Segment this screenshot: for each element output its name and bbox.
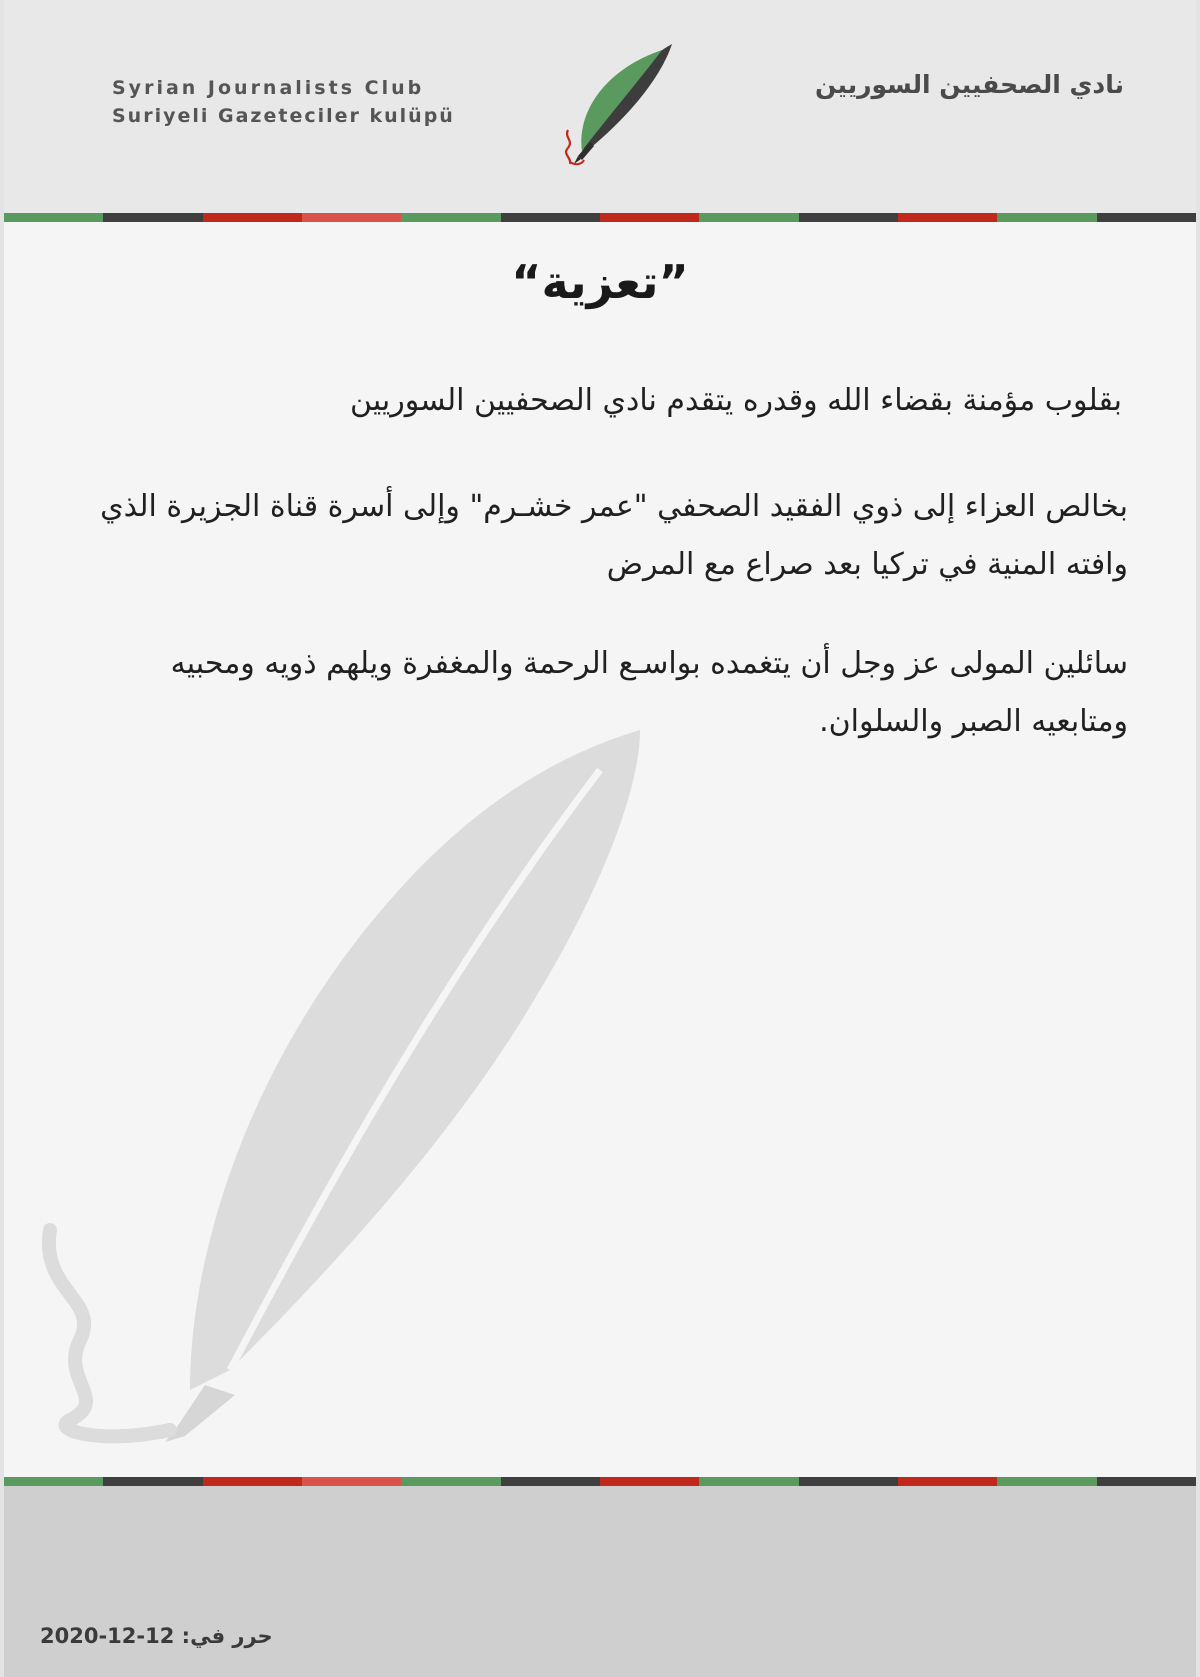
condolence-paragraph-1: بقلوب مؤمنة بقضاء الله وقدره يتقدم نادي الصحفيين السوريين (350, 383, 1122, 418)
stripe-segment (898, 213, 997, 222)
stripe-segment (699, 213, 798, 222)
stripe-segment (600, 213, 699, 222)
document-title: “تعزية” (511, 255, 689, 309)
issue-date: حرر في: 12-12-2020 (40, 1624, 273, 1648)
stripe-segment (203, 213, 302, 222)
stripe-segment (699, 1477, 798, 1486)
stripe-segment (600, 1477, 699, 1486)
stripe-segment (203, 1477, 302, 1486)
bottom-color-stripe (4, 1477, 1196, 1486)
stripe-segment (302, 1477, 401, 1486)
stripe-segment (799, 213, 898, 222)
club-name-tr: Suriyeli Gazeteciler kulüpü (112, 105, 455, 127)
stripe-segment (501, 1477, 600, 1486)
stripe-segment (302, 213, 401, 222)
frame-left-edge (0, 0, 4, 1677)
club-name-en: Syrian Journalists Club (112, 77, 425, 99)
stripe-segment (997, 213, 1096, 222)
stripe-segment (501, 213, 600, 222)
quill-pen-icon (564, 40, 684, 170)
frame-right-edge (1196, 0, 1200, 1677)
stripe-segment (103, 213, 202, 222)
stripe-segment (1097, 213, 1196, 222)
stripe-segment (103, 1477, 202, 1486)
stripe-segment (799, 1477, 898, 1486)
stripe-segment (898, 1477, 997, 1486)
stripe-segment (997, 1477, 1096, 1486)
condolence-paragraph-3: سائلين المولى عز وجل أن يتغمده بواسـع الرحمة والمغفرة ويلهم ذويه ومحبيه ومتابعيه الصبر والسلوان. (170, 646, 1128, 739)
stripe-segment (4, 213, 103, 222)
club-name-arabic: نادي الصحفيين السوريين (815, 70, 1124, 99)
condolence-paragraph-2: بخالص العزاء إلى ذوي الفقيد الصحفي "عمر خشـرم" وإلى أسرة قناة الجزيرة الذي وافته المنية في تركيا بعد صراع مع المرض (100, 489, 1128, 582)
club-name-latin (112, 74, 455, 130)
stripe-segment (4, 1477, 103, 1486)
stripe-segment (401, 213, 500, 222)
stripe-segment (1097, 1477, 1196, 1486)
quill-pen-watermark-icon (40, 730, 680, 1450)
letterhead (4, 0, 1196, 213)
stripe-segment (401, 1477, 500, 1486)
top-color-stripe (4, 213, 1196, 222)
page-footer (4, 1486, 1196, 1677)
